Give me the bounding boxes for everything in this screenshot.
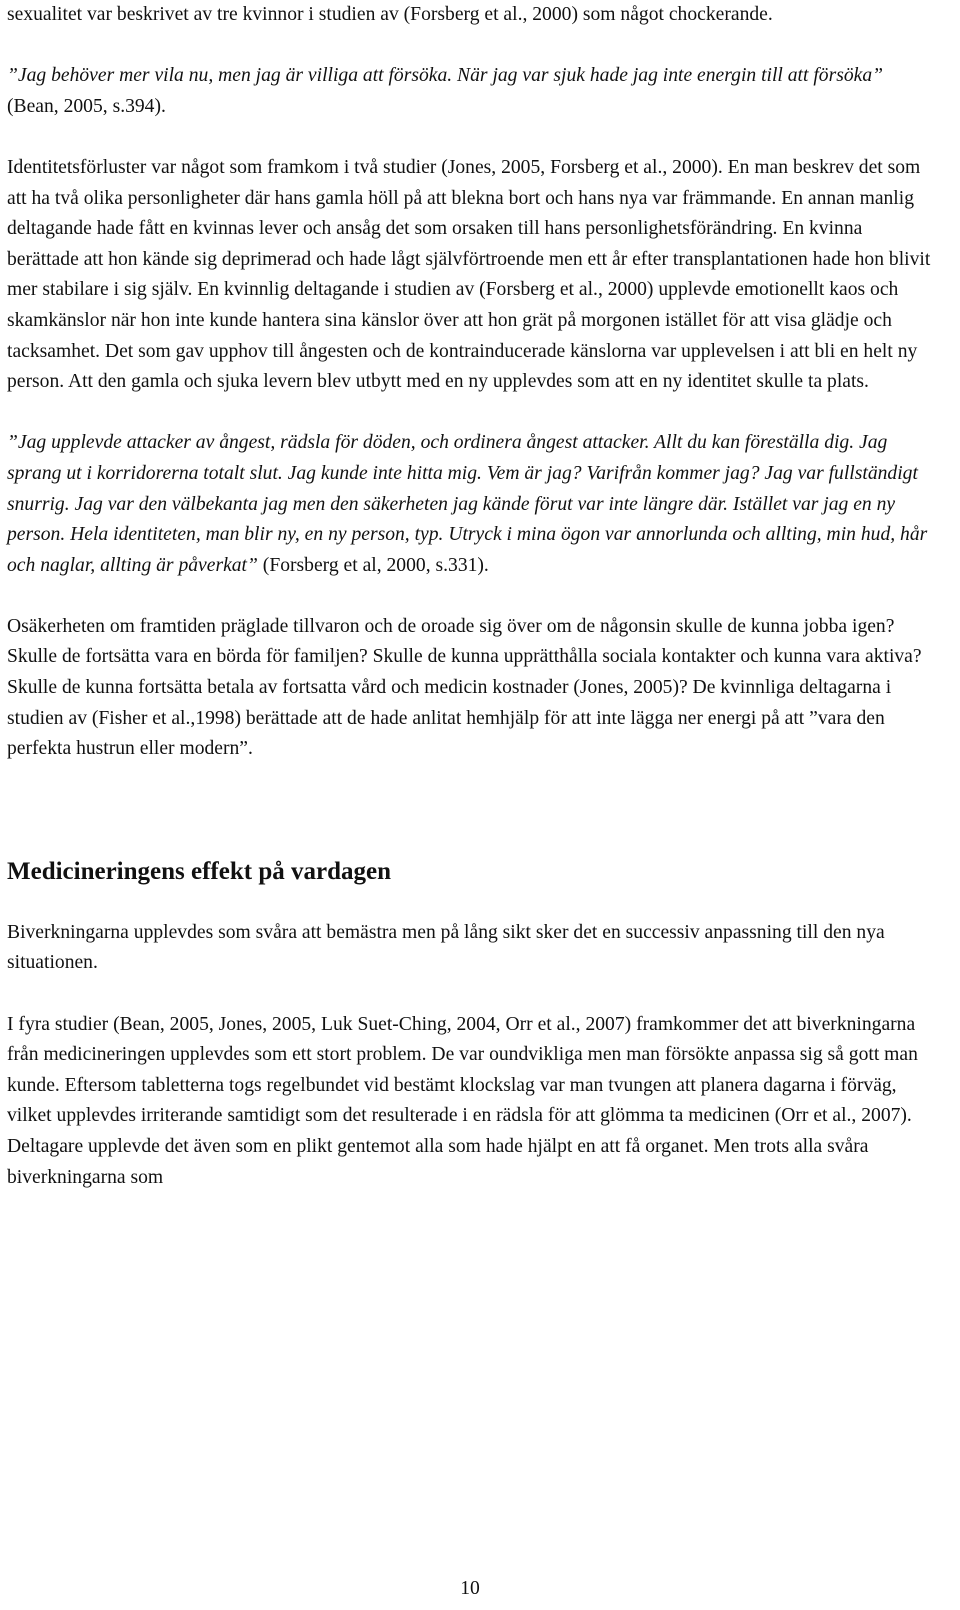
quote-forsberg [7,428,937,581]
section-heading: Medicineringens effekt på vardagen [7,857,391,885]
section-gap [7,795,937,826]
document-page [7,0,937,1193]
paragraph-gap [7,581,937,612]
quote-forsberg-citation: (Forsberg et al, 2000, s.331). [257,554,489,576]
paragraph-side-effects: Biverkningarna upplevdes som svåra att bemästra men på lång sikt sker det en successiv anpassning till den nya situationen. [7,921,885,974]
paragraph-four-studies: I fyra studier (Bean, 2005, Jones, 2005, Luk Suet-Ching, 2004, Orr et al., 2007) framkommer det att biverkningarna från medicineringen upplevdes som ett stort problem. De var oundvikliga men man försökte anpassa sig så gott man kunde. Eftersom tabletterna togs regelbundet vid bestämt klockslag var man tvungen att planera dagarna i förväg, vilket upplevdes irriterande samtidigt som det resulterade i en rädsla för att glömma ta medicinen (Orr et al., 2007). Deltagare upplevde det även som en plikt gentemot alla som hade hjälpt en att få organet. Men trots alla svåra biverkningarna som [7,1013,918,1188]
paragraph-gap [7,398,937,429]
section-gap [7,826,937,857]
quote-forsberg-text: ”Jag upplevde attacker av ångest, rädsla för döden, och ordinera ångest attacker. Allt du kan föreställa dig. Jag sprang ut i korridorerna totalt slut. Jag kunde inte hitta mig. Vem är jag? Varifrån kommer jag? Jag var fullständigt snurrig. Jag var den välbekanta jag men den säkerheten jag kände förut var inte längre där. Istället var jag en ny person. Hela identiteten, man blir ny, en ny person, typ. Utryck i mina ögon var annorlunda och allting, min hud, hår och naglar, allting är påverkat” [7,432,928,576]
paragraph-gap [7,122,937,153]
quote-bean-text: ”Jag behöver mer vila nu, men jag är villiga att försöka. När jag var sjuk hade jag inte energin till att försöka” [7,65,884,87]
paragraph-gap [7,31,937,62]
paragraph-identity-loss: Identitetsförluster var något som framkom i två studier (Jones, 2005, Forsberg et al., 2000). En man beskrev det som att ha två olika personligheter där hans gamla höll på att blekna bort och hans nya var främmande. En annan manlig deltagande hade fått en kvinnas lever och ansåg det som orsaken till hans personlighetsförändring. En kvinna berättade att hon kände sig deprimerad och hade lågt självförtroende men ett år efter transplantationen hade hon blivit mer stabilare i sig själv. En kvinnlig deltagande i studien av (Forsberg et al., 2000) upplevde emotionellt kaos och skamkänslor när hon inte kunde hantera sina känslor över att hon grät på morgonen istället för att visa glädje och tacksamhet. Det som gav upphov till ångesten och de kontrainducerade känslorna var upplevelsen i att bli en helt ny person. Att den gamla och sjuka levern blev utbytt med en ny upplevdes som att en ny identitet skulle ta plats. [7,156,931,393]
quote-bean [7,61,937,122]
quote-bean-citation: (Bean, 2005, s.394). [7,95,166,117]
page-number: 10 [460,1578,480,1599]
paragraph-gap [7,887,937,918]
paragraph-intro: sexualitet var beskrivet av tre kvinnor i studien av (Forsberg et al., 2000) som något chockerande. [7,4,773,25]
paragraph-gap [7,979,937,1010]
paragraph-uncertainty: Osäkerheten om framtiden präglade tillvaron och de oroade sig över om de någonsin skulle de kunna jobba igen? Skulle de fortsätta vara en börda för familjen? Skulle de kunna upprätthålla sociala kontakter och kunna vara aktiva? Skulle de kunna fortsätta betala av fortsatta vård och medicin kostnader (Jones, 2005)? De kvinnliga deltagarna i studien av (Fisher et al.,1998) berättade att de hade anlitat hemhjälp för att inte lägga ner energi på att ”vara den perfekta hustrun eller modern”. [7,615,922,760]
section-gap [7,765,937,796]
